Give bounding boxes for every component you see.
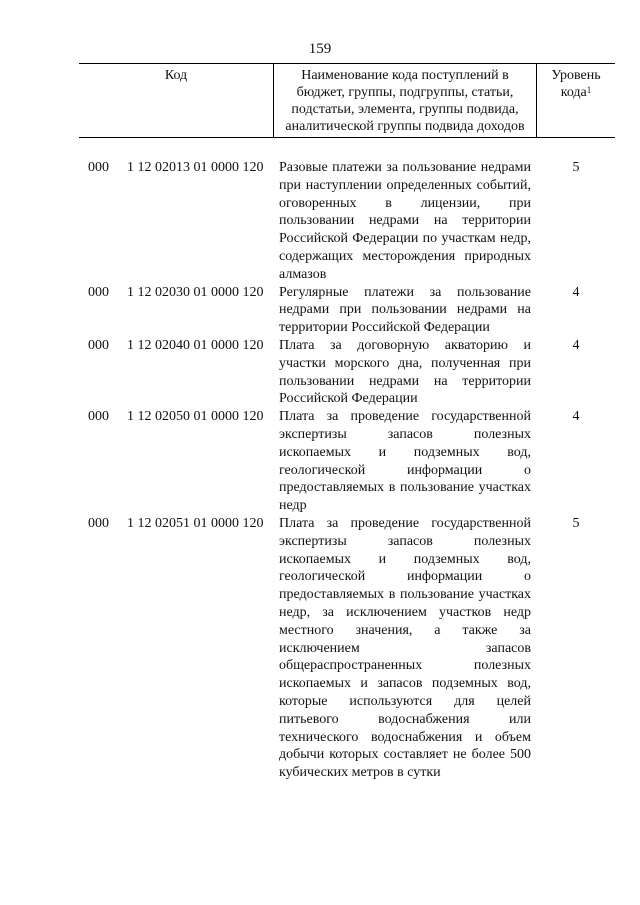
row-revenue-code: 1 12 02013 01 0000 120 — [127, 160, 264, 175]
header-code: Код — [164, 68, 188, 83]
table-body — [79, 159, 615, 782]
revenue-codes-table — [79, 63, 615, 782]
table-row — [79, 159, 615, 284]
row-name: Разовые платежи за пользование недрами при наступлении определенных событий, оговоренных в лицензии, при пользовании недрами на территории Российской Федерации по участкам недр, содержащих месторождения природных алмазов — [279, 160, 531, 282]
header-level-label: Уровень кода — [551, 68, 601, 100]
table-header — [79, 63, 615, 138]
row-admin-code: 000 — [88, 284, 109, 300]
table-row — [79, 337, 615, 408]
row-level: 5 — [572, 515, 580, 531]
row-revenue-code: 1 12 02050 01 0000 120 — [127, 409, 264, 425]
row-name: Плата за договорную акваторию и участки морского дна, полученная при пользовании недрами на территории Российской Федерации — [279, 337, 531, 407]
table-row — [79, 284, 615, 337]
row-admin-code: 000 — [88, 515, 109, 531]
row-revenue-code: 1 12 02040 01 0000 120 — [127, 337, 264, 353]
row-level: 4 — [572, 284, 580, 300]
row-name: Плата за проведение государственной экспертизы запасов полезных ископаемых и подземных вод, геологической информации о предоставляемых в пользование участках недр, за исключением участков недр местного значения, а также за исключением запасов общераспространенных полезных ископаемых и запасов подземных вод, которые используются для целей питьевого водоснабжения или технического водоснабжения и объем добычи которых составляет не более 500 кубических метров в сутки — [279, 515, 531, 781]
row-admin-code: 000 — [88, 160, 109, 175]
row-name: Плата за проведение государственной экспертизы запасов полезных ископаемых и подземных вод, геологической информации о предоставляемых в пользование участках недр — [279, 409, 531, 514]
row-admin-code: 000 — [88, 337, 109, 353]
row-admin-code: 000 — [88, 409, 109, 425]
row-level: 4 — [572, 337, 580, 353]
table-row — [79, 515, 615, 782]
row-level: 5 — [572, 160, 580, 175]
row-revenue-code: 1 12 02051 01 0000 120 — [127, 515, 264, 531]
page-number: 159 — [308, 41, 332, 57]
header-level — [537, 64, 615, 137]
row-revenue-code: 1 12 02030 01 0000 120 — [127, 284, 264, 300]
table-row — [79, 408, 615, 515]
row-level: 4 — [572, 409, 580, 425]
row-name: Регулярные платежи за пользование недрами при пользовании недрами на территории Российской Федерации — [279, 284, 531, 336]
header-name: Наименование кода поступлений в бюджет, группы, подгруппы, статьи, подстатьи, элемента, группы подвида, аналитической группы подвида доходов — [273, 64, 537, 137]
header-level-footnote: 1 — [586, 85, 592, 95]
